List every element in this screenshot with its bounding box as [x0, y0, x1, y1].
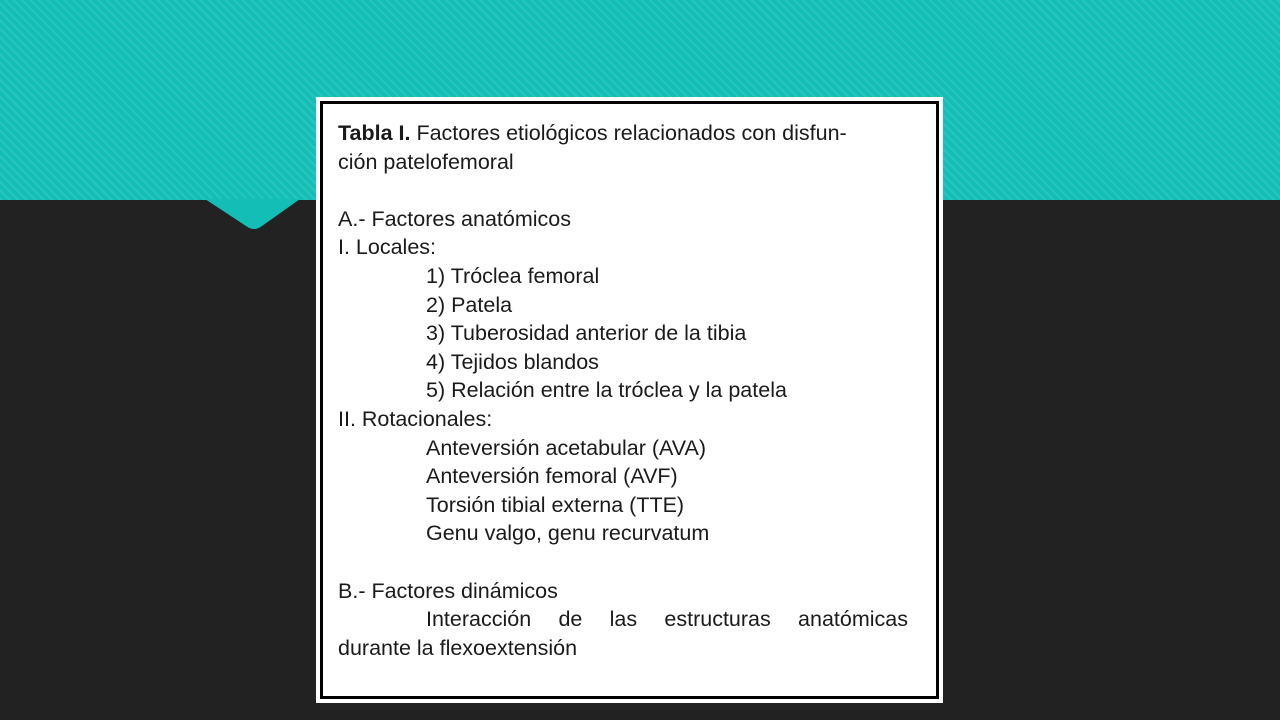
list-item: 2) Patela — [426, 292, 513, 317]
list-item: 4) Tejidos blandos — [426, 349, 599, 374]
list-item: Torsión tibial externa (TTE) — [426, 492, 685, 517]
table-title-line-2: ción patelofemoral — [338, 149, 514, 174]
section-b-heading: B.- Factores dinámicos — [338, 578, 558, 603]
spacer — [338, 176, 908, 205]
list-item: 3) Tuberosidad anterior de la tibia — [426, 321, 747, 346]
list-item: Anteversión acetabular (AVA) — [426, 435, 707, 460]
list-item: 1) Tróclea femoral — [426, 263, 600, 288]
table-content — [338, 119, 908, 662]
table-image-card — [316, 97, 943, 703]
list-item: Genu valgo, genu recurvatum — [426, 521, 710, 546]
table-title-line-1 — [338, 119, 908, 148]
locales-heading: I. Locales: — [338, 235, 436, 260]
rotacionales-heading: II. Rotacionales: — [338, 406, 493, 431]
list-item: Anteversión femoral (AVF) — [426, 464, 678, 489]
spacer — [338, 548, 908, 577]
table-title-label: Tabla I. — [338, 121, 411, 145]
table-title-text: Factores etiológicos relacionados con disfun- — [410, 121, 847, 145]
section-b-text-line-1 — [338, 605, 908, 634]
section-a-heading: A.- Factores anatómicos — [338, 206, 572, 231]
section-b-text-first: Interacción de las estructuras anatómicas — [426, 607, 908, 632]
section-b-text-line-2: durante la flexoextensión — [338, 635, 578, 660]
list-item: 5) Relación entre la tróclea y la patela — [426, 378, 787, 403]
